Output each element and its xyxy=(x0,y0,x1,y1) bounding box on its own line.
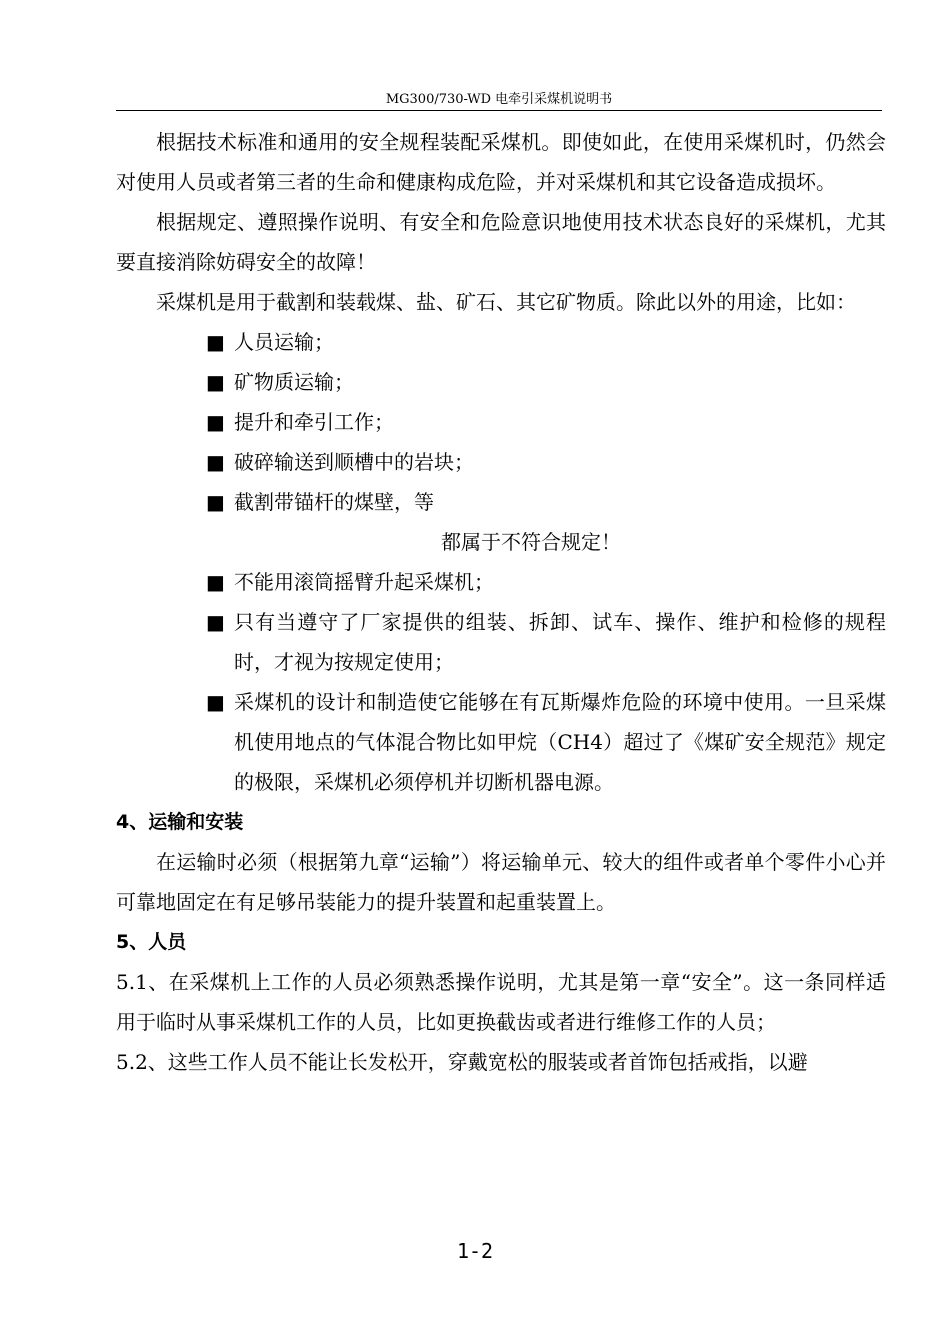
list-item xyxy=(116,362,886,402)
list-item-text: 人员运输； xyxy=(234,330,334,354)
bullet-square-icon: ■ xyxy=(206,370,225,394)
list-item xyxy=(116,562,886,602)
usage-rules-list xyxy=(116,562,886,802)
list-item-text: 截割带锚杆的煤壁，等 xyxy=(234,490,434,514)
bullet-square-icon: ■ xyxy=(206,330,225,354)
list-item-text: 只有当遵守了厂家提供的组装、拆卸、试车、操作、维护和检修的规程时，才视为按规定使用； xyxy=(234,610,886,674)
list-item xyxy=(116,322,886,362)
bullet-square-icon: ■ xyxy=(206,570,225,594)
header-title: MG300/730-WD 电牵引采煤机说明书 xyxy=(385,92,613,107)
improper-uses-list xyxy=(116,322,886,522)
bullet-square-icon: ■ xyxy=(206,490,225,514)
paragraph-transport: 在运输时必须（根据第九章“运输”）将运输单元、较大的组件或者单个零件小心并可靠地固定在有足够吊装能力的提升装置和起重装置上。 xyxy=(116,850,886,914)
list-item xyxy=(116,682,886,802)
paragraph-proper-use: 根据规定、遵照操作说明、有安全和危险意识地使用技术状态良好的采煤机，尤其要直接消除妨碍安全的故障！ xyxy=(116,210,886,274)
list-item xyxy=(116,442,886,482)
list-item-text: 矿物质运输； xyxy=(234,370,354,394)
bullet-square-icon: ■ xyxy=(206,450,225,474)
section-heading-personnel: 5、人员 xyxy=(116,931,187,953)
list-item-text: 破碎输送到顺槽中的岩块； xyxy=(234,450,474,474)
bullet-square-icon: ■ xyxy=(206,410,225,434)
section-heading-transport: 4、运输和安装 xyxy=(116,811,244,833)
page-number: 1-2 xyxy=(456,1239,494,1263)
paragraph-intended-use: 采煤机是用于截割和装载煤、盐、矿石、其它矿物质。除此以外的用途，比如： xyxy=(156,290,856,314)
paragraph-personnel-5-1: 5.1、在采煤机上工作的人员必须熟悉操作说明，尤其是第一章“安全”。这一条同样适用于临时从事采煤机工作的人员，比如更换截齿或者进行维修工作的人员； xyxy=(116,970,886,1034)
list-item xyxy=(116,482,886,522)
list-item-text: 提升和牵引工作； xyxy=(234,410,394,434)
paragraph-safety-risk: 根据技术标准和通用的安全规程装配采煤机。即使如此，在使用采煤机时，仍然会对使用人员或者第三者的生命和健康构成危险，并对采煤机和其它设备造成损坏。 xyxy=(116,130,886,194)
list-item xyxy=(116,402,886,442)
list-item-text: 采煤机的设计和制造使它能够在有瓦斯爆炸危险的环境中使用。一旦采煤机使用地点的气体混合物比如甲烷（CH4）超过了《煤矿安全规范》规定的极限，采煤机必须停机并切断机器电源。 xyxy=(234,690,886,794)
bullet-square-icon: ■ xyxy=(206,690,225,714)
list-item-text: 不能用滚筒摇臂升起采煤机； xyxy=(234,570,494,594)
bullet-square-icon: ■ xyxy=(206,610,225,634)
list-item xyxy=(116,602,886,682)
document-body xyxy=(116,122,886,1082)
non-compliant-note: 都属于不符合规定！ xyxy=(441,530,621,554)
paragraph-personnel-5-2: 5.2、这些工作人员不能让长发松开，穿戴宽松的服装或者首饰包括戒指，以避 xyxy=(116,1050,808,1074)
page-header xyxy=(116,90,882,111)
